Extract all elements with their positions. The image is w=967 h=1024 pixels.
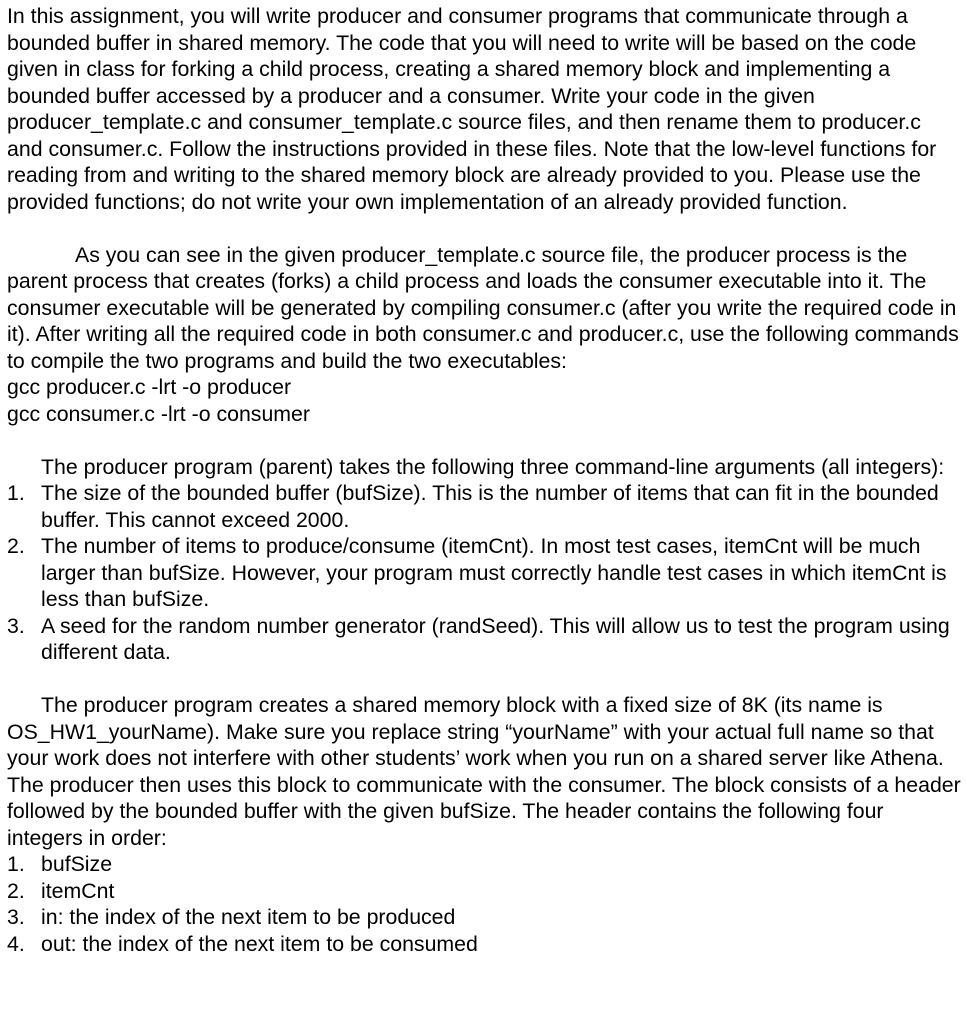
list-item-number: 1. <box>7 852 25 876</box>
list-item-text: itemCnt <box>41 878 115 903</box>
list-item <box>7 533 962 613</box>
list-item <box>7 878 962 905</box>
list-item-number: 1. <box>7 481 25 505</box>
list-item-number: 3. <box>7 613 25 638</box>
list-item <box>7 851 962 878</box>
list-item-number: 3. <box>7 905 25 929</box>
list-item <box>7 480 962 533</box>
list-item-text: out: the index of the next item to be consumed <box>41 931 478 956</box>
list-item <box>7 904 962 931</box>
compile-command-consumer: gcc consumer.c -lrt -o consumer <box>7 401 310 426</box>
shared-memory-paragraph: The producer program creates a shared memory block with a fixed size of 8K (its name is OS_HW1_yourName). Make sure you replace string “yourName” with your actual full name so that your work does not interfere with other students’ work when you run on a shared server like Athena. The producer then uses this block to communicate with the consumer. The block consists of a header followed by the bounded buffer with the given bufSize. The header contains the following four integers in order: <box>7 693 961 850</box>
list-item <box>7 931 962 958</box>
list-item-number: 4. <box>7 931 25 956</box>
list-item-number: 2. <box>7 878 25 903</box>
intro-paragraph: In this assignment, you will write producer and consumer programs that communicate through a bounded buffer in shared memory. The code that you will need to write will be based on the code given in class for forking a child process, creating a shared memory block and implementing a bounded buffer accessed by a producer and a consumer. Write your code in the given producer_template.c and consumer_template.c source files, and then rename them to producer.c and consumer.c. Follow the instructions provided in these files. Note that the low-level functions for reading from and writing to the shared memory block are already provided to you. Please use the provided functions; do not write your own implementation of an already provided function. <box>7 4 937 214</box>
list-item <box>7 613 962 666</box>
arguments-list <box>7 480 962 666</box>
assignment-document <box>7 3 962 957</box>
paragraph-spacer <box>7 215 962 242</box>
paragraph-spacer <box>7 427 962 454</box>
arguments-paragraph: The producer program (parent) takes the following three command-line arguments (all integers): <box>41 454 945 479</box>
list-item-text: A seed for the random number generator (randSeed). This will allow us to test the program using different data. <box>41 613 950 664</box>
list-item-text: The size of the bounded buffer (bufSize). This is the number of items that can fit in the bounded buffer. This cannot exceed 2000. <box>41 481 939 532</box>
paragraph-spacer <box>7 666 962 693</box>
list-item-text: in: the index of the next item to be produced <box>41 905 456 929</box>
compile-command-producer: gcc producer.c -lrt -o producer <box>7 375 292 399</box>
list-item-text: bufSize <box>41 852 113 876</box>
header-fields-list <box>7 851 962 957</box>
list-item-text: The number of items to produce/consume (itemCnt). In most test cases, itemCnt will be much larger than bufSize. However, your program must correctly handle test cases in which itemCnt is less than bufSize. <box>41 534 947 611</box>
producer-template-paragraph: As you can see in the given producer_template.c source file, the producer process is the parent process that creates (forks) a child process and loads the consumer executable into it. The consumer executable will be generated by compiling consumer.c (after you write the required code in it). After writing all the required code in both consumer.c and producer.c, use the following commands to compile the two programs and build the two executables: <box>7 242 959 373</box>
list-item-number: 2. <box>7 534 25 558</box>
